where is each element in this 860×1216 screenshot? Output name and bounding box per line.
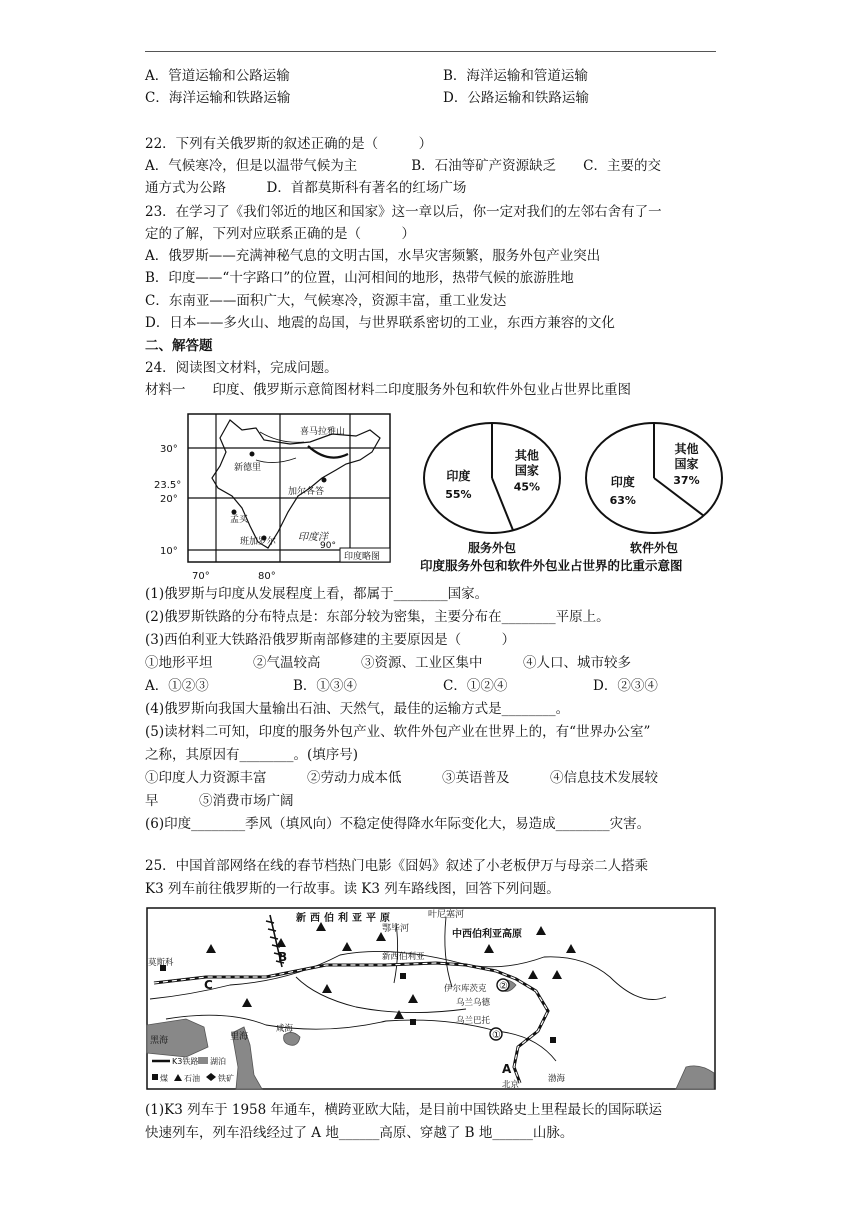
q24-part5-line4: 早 ⑤消费市场广阔 bbox=[145, 793, 294, 809]
pie-2-title: 软件外包 bbox=[629, 541, 679, 555]
label-aral-sea: 咸海 bbox=[276, 1024, 294, 1034]
q24-part5-line3: ①印度人力资源丰富 ②劳动力成本低 ③英语普及 ④信息技术发展较 bbox=[145, 770, 658, 786]
q22-options-line2: 通方式为公路 D．首都莫斯科有著名的红场广场 bbox=[145, 180, 467, 196]
pie-1-label-other-line1: 其他 bbox=[514, 448, 539, 463]
lon-label-90: 90° bbox=[320, 541, 336, 551]
legend-railway: K3铁路 bbox=[172, 1057, 199, 1066]
legend-coal: 煤 bbox=[160, 1074, 168, 1083]
india-map-label-himalaya: 喜马拉雅山 bbox=[300, 427, 346, 437]
outsourcing-pie-charts bbox=[410, 408, 750, 578]
k3-route-map bbox=[146, 907, 716, 1090]
pie-1-label-india: 印度 bbox=[446, 468, 471, 483]
q24-part1: (1)俄罗斯与印度从发展程度上看，都属于________国家。 bbox=[145, 586, 489, 602]
label-beijing: 北京 bbox=[502, 1080, 520, 1090]
label-caspian-sea: 里海 bbox=[230, 1032, 249, 1042]
india-map-label-bangalore: 班加罗尔 bbox=[240, 537, 277, 547]
lon-label-70: 70° bbox=[192, 571, 210, 582]
q23-option-b: B．印度——“十字路口”的位置，山河相间的地形，热带气候的旅游胜地 bbox=[145, 270, 574, 286]
lat-label-23-5: 23.5° bbox=[154, 480, 182, 491]
legend-oil: 石油 bbox=[184, 1074, 200, 1083]
q24-part5-line2: 之称，其原因有________。(填序号) bbox=[145, 747, 359, 763]
pie-1-title: 服务外包 bbox=[467, 541, 517, 555]
q23-stem-line2: 定的了解，下列对应联系正确的是（ ） bbox=[145, 226, 415, 242]
q21-option-d: D．公路运输和铁路运输 bbox=[443, 90, 589, 106]
q24-stem: 24．阅读图文材料，完成问题。 bbox=[145, 360, 338, 376]
pie-1-value-other: 45% bbox=[513, 480, 541, 494]
header-rule bbox=[145, 51, 716, 52]
lon-label-80: 80° bbox=[258, 571, 276, 582]
india-map bbox=[154, 408, 400, 586]
india-map-label-mumbai: 孟买 bbox=[230, 515, 249, 525]
marker-2-label: ② bbox=[499, 981, 508, 992]
india-map-label-new-delhi: 新德里 bbox=[234, 463, 262, 473]
q25-stem-line2: K3 列车前往俄罗斯的一行故事。读 K3 列车路线图，回答下列问题。 bbox=[145, 881, 560, 897]
label-west-siberian-plain: 新西伯利亚平原 bbox=[296, 913, 394, 924]
q22-stem: 22．下列有关俄罗斯的叙述正确的是（ ） bbox=[145, 136, 433, 152]
q22-options-line1: A．气候寒冷，但是以温带气候为主 B．石油等矿产资源缺乏 C．主要的交 bbox=[145, 158, 661, 174]
label-novosibirsk: 新西伯利亚 bbox=[382, 952, 425, 962]
pie-1-label-other-line2: 国家 bbox=[514, 463, 539, 478]
pie-2-label-other-line1: 其他 bbox=[674, 442, 699, 457]
label-point-a: A bbox=[502, 1062, 512, 1076]
pie-2-value-india: 63% bbox=[609, 493, 636, 507]
india-map-label-ocean: 印度洋 bbox=[298, 532, 328, 543]
q24-part3-option-d: D．②③④ bbox=[593, 678, 658, 694]
q25-stem-line1: 25．中国首部网络在线的春节档热门电影《囧妈》叙述了小老板伊万与母亲二人搭乘 bbox=[145, 858, 649, 874]
q24-part3-option-c: C．①②④ bbox=[443, 678, 508, 694]
lat-label-20: 20° bbox=[160, 494, 178, 505]
pie-2-label-india: 印度 bbox=[610, 474, 635, 489]
q21-option-a: A．管道运输和公路运输 bbox=[145, 68, 290, 84]
q24-part6: (6)印度________季风（填风向）不稳定使得降水年际变化大，易造成________灾害。 bbox=[145, 816, 651, 832]
pie-2-value-other: 37% bbox=[673, 474, 700, 488]
q23-stem-line1: 23．在学习了《我们邻近的地区和国家》这一章以后，你一定对我们的左邻右舍有了一 bbox=[145, 204, 662, 220]
legend-lake: 湖泊 bbox=[210, 1057, 226, 1066]
legend-iron: 铁矿 bbox=[218, 1074, 234, 1083]
q25-part1-line1: (1)K3 列车于 1958 年通车，横跨亚欧大陆，是目前中国铁路史上里程最长的国际联运 bbox=[145, 1102, 663, 1118]
pie-1-value-india: 55% bbox=[445, 487, 472, 501]
label-yenisei-river: 叶尼塞河 bbox=[428, 910, 465, 920]
label-point-c: C bbox=[204, 978, 213, 992]
label-point-b: B bbox=[278, 950, 288, 964]
label-ulaanbaatar: 乌兰巴托 bbox=[456, 1016, 491, 1026]
india-map-title: 印度略图 bbox=[344, 552, 381, 562]
lat-label-30: 30° bbox=[160, 444, 178, 455]
label-black-sea: 黑海 bbox=[150, 1036, 169, 1046]
q23-option-c: C．东南亚——面积广大，气候寒冷，资源丰富，重工业发达 bbox=[145, 293, 507, 309]
marker-1-label: ① bbox=[492, 1030, 501, 1041]
lat-label-10: 10° bbox=[160, 546, 178, 557]
pie-2-label-other-line2: 国家 bbox=[674, 457, 699, 472]
india-map-label-kolkata: 加尔各答 bbox=[288, 487, 325, 497]
label-bohai-sea: 渤海 bbox=[548, 1074, 566, 1084]
q24-part3-items: ①地形平坦 ②气温较高 ③资源、工业区集中 ④人口、城市较多 bbox=[145, 655, 631, 671]
q24-materials-heading: 材料一 印度、俄罗斯示意简图材料二印度服务外包和软件外包业占世界比重图 bbox=[145, 382, 631, 398]
q25-part1-line2: 快速列车，列车沿线经过了 A 地______高原、穿越了 B 地______山脉。 bbox=[145, 1125, 574, 1141]
q24-part3-option-a: A．①②③ bbox=[145, 678, 209, 694]
label-central-siberian-plateau: 中西伯利亚高原 bbox=[452, 929, 522, 940]
section-heading: 二、解答题 bbox=[145, 338, 213, 354]
q23-option-d: D．日本——多火山、地震的岛国，与世界联系密切的工业，东西方兼容的文化 bbox=[145, 315, 615, 331]
q23-option-a: A．俄罗斯——充满神秘气息的文明古国，水旱灾害频繁，服务外包产业突出 bbox=[145, 248, 601, 264]
q24-part3-option-b: B．①③④ bbox=[293, 678, 357, 694]
pie-caption: 印度服务外包和软件外包业占世界的比重示意图 bbox=[420, 558, 683, 573]
q24-part3-stem: (3)西伯利亚大铁路沿俄罗斯南部修建的主要原因是（ ） bbox=[145, 632, 516, 648]
q21-option-b: B．海洋运输和管道运输 bbox=[443, 68, 588, 84]
q21-option-c: C．海洋运输和铁路运输 bbox=[145, 90, 291, 106]
label-ulan-ude: 乌兰乌德 bbox=[456, 998, 491, 1008]
q24-part5-line1: (5)读材料二可知，印度的服务外包产业、软件外包产业在世界上的，有“世界办公室” bbox=[145, 724, 651, 740]
label-irkutsk: 伊尔库茨克 bbox=[444, 984, 487, 994]
label-moscow: 莫斯科 bbox=[148, 958, 174, 968]
label-ob-river: 鄂毕河 bbox=[382, 924, 410, 934]
q24-part2: (2)俄罗斯铁路的分布特点是：东部分较为密集，主要分布在________平原上。 bbox=[145, 609, 610, 625]
q24-part4: (4)俄罗斯向我国大量输出石油、天然气，最佳的运输方式是________。 bbox=[145, 701, 570, 717]
